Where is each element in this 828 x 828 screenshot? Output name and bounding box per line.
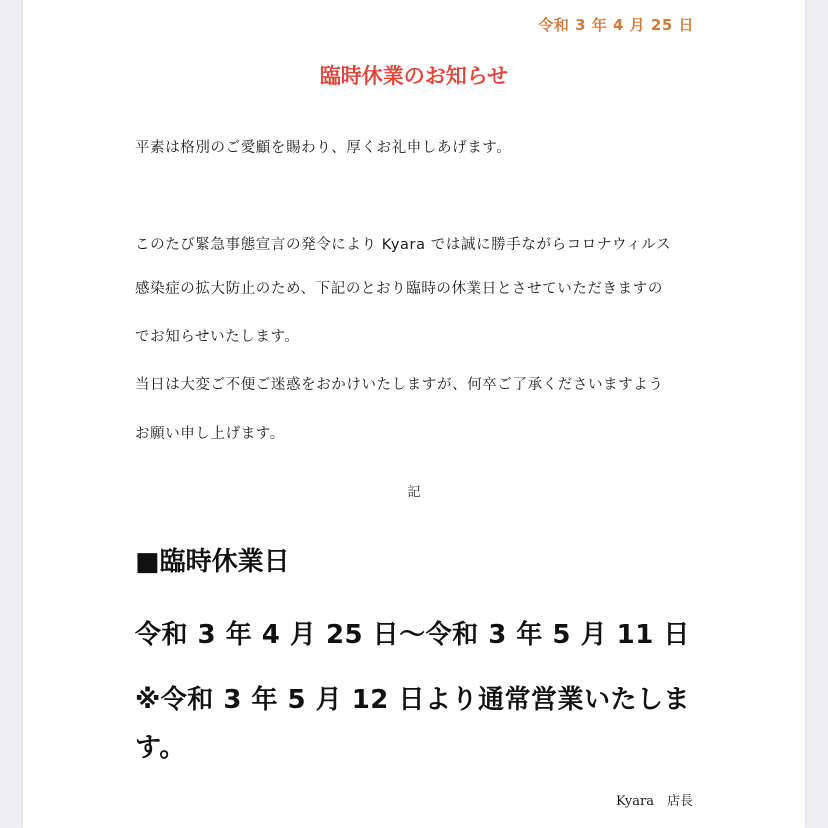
closure-date-range: 令和 3 年 4 月 25 日～令和 3 年 5 月 11 日: [135, 620, 690, 650]
reopen-note: ※令和 3 年 5 月 12 日より通常営業いたします。: [135, 685, 690, 763]
paragraph-line: 感染症の拡大防止のため、下記のとおり臨時の休業日とさせていただきますの: [135, 281, 663, 297]
paragraph-line: このたび緊急事態宣言の発令により Kyara では誠に勝手ながらコロナウィルス: [135, 237, 672, 253]
paragraph-line: でお知らせいたします。: [135, 329, 300, 345]
notice-date: 令和 3 年 4 月 25 日: [538, 16, 694, 34]
notice-title: 臨時休業のお知らせ: [319, 64, 509, 88]
document-page: [23, 0, 805, 828]
closure-section-heading: ■臨時休業日: [135, 547, 290, 577]
greeting-text: 平素は格別のご愛顧を賜わり、厚くお礼申しあげます。: [135, 140, 512, 156]
paragraph-line: お願い申し上げます。: [135, 426, 285, 442]
ki-marker: 記: [407, 485, 421, 500]
paragraph-line: 当日は大変ご不便ご迷惑をおかけいたしますが、何卒ご了承くださいますよう: [135, 377, 664, 393]
signature: Kyara 店長: [616, 794, 693, 809]
